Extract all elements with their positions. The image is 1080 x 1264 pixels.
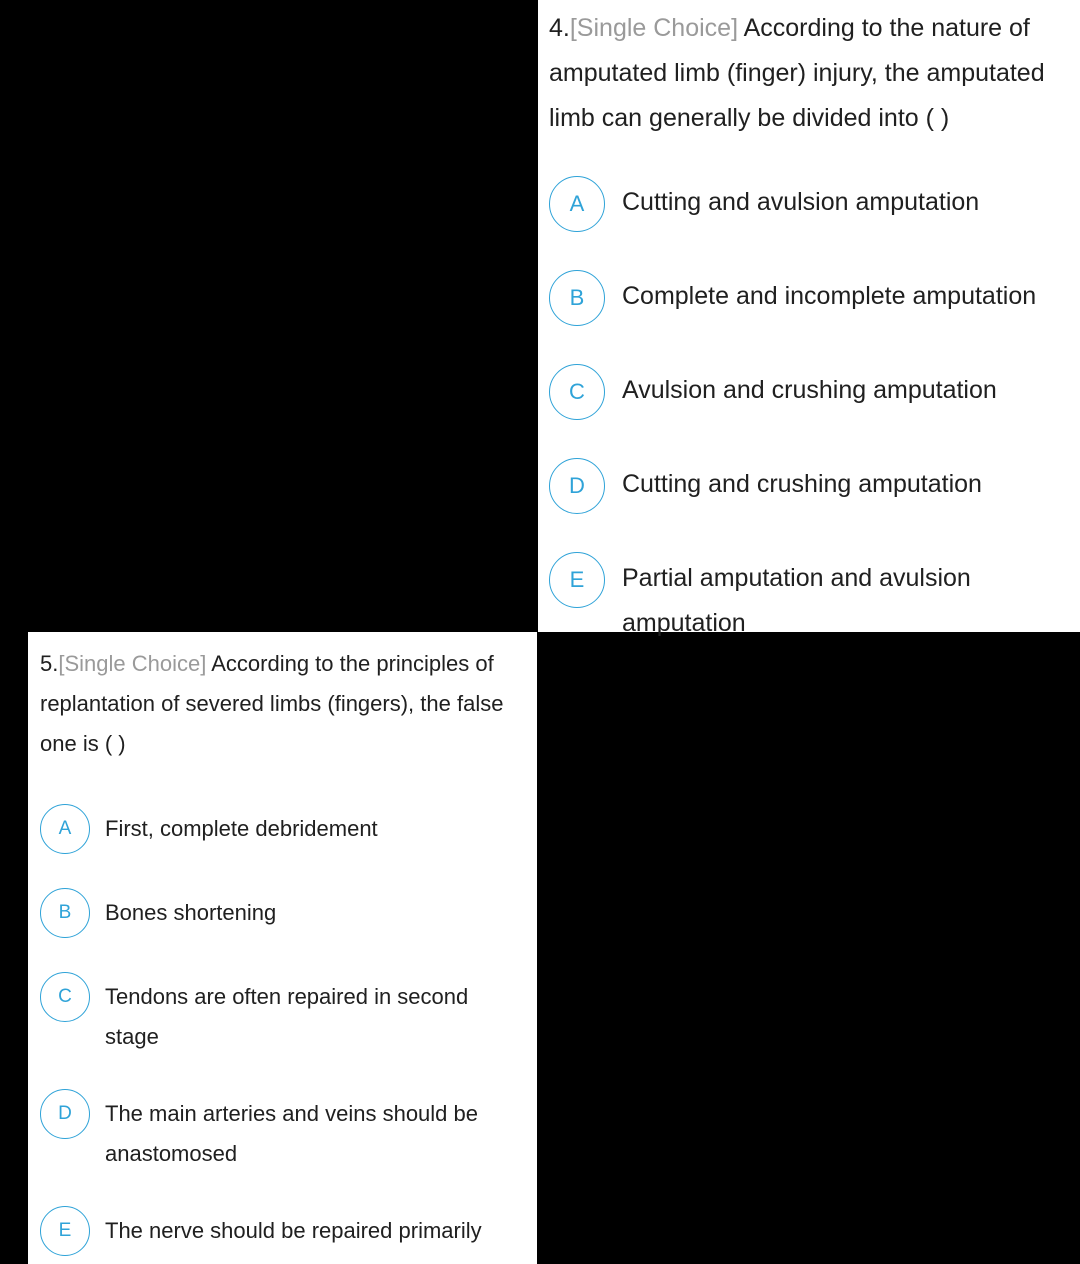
option-label[interactable]: Partial amputation and avulsion amputation <box>622 564 971 637</box>
option-letter-badge[interactable]: A <box>40 804 90 854</box>
option-label[interactable]: Avulsion and crushing amputation <box>622 376 997 404</box>
option-letter-badge[interactable]: E <box>549 552 605 608</box>
option-letter-badge[interactable]: A <box>549 176 605 232</box>
question-4-type-tag: [Single Choice] <box>569 14 739 42</box>
question-card-5 <box>28 632 537 1264</box>
option-label[interactable]: The main arteries and veins should be anastomosed <box>105 1101 478 1166</box>
option-letter-badge[interactable]: D <box>549 458 605 514</box>
question-5-option-d[interactable] <box>40 1094 527 1174</box>
option-letter-badge[interactable]: B <box>549 270 605 326</box>
question-5-text: According to the principles of replantation of severed limbs (fingers), the false one is ( ) <box>40 651 504 756</box>
question-4-option-a[interactable] <box>549 181 1070 232</box>
option-label[interactable]: The nerve should be repaired primarily <box>105 1218 482 1243</box>
option-label[interactable]: First, complete debridement <box>105 816 378 841</box>
question-5-stem <box>40 644 527 764</box>
question-4-option-d[interactable] <box>549 463 1070 514</box>
option-letter-badge[interactable]: C <box>549 364 605 420</box>
option-letter-badge[interactable]: E <box>40 1206 90 1256</box>
question-5-option-a[interactable] <box>40 809 527 854</box>
option-label[interactable]: Tendons are often repaired in second stage <box>105 984 469 1049</box>
question-4-text: According to the nature of amputated limb (finger) injury, the amputated limb can generally be divided into ( ) <box>549 14 1045 132</box>
option-letter-badge[interactable]: B <box>40 888 90 938</box>
option-letter-badge[interactable]: D <box>40 1089 90 1139</box>
question-4-stem <box>549 6 1070 141</box>
question-5-options <box>40 809 527 1256</box>
question-card-4 <box>538 0 1080 637</box>
option-label[interactable]: Complete and incomplete amputation <box>622 282 1037 310</box>
question-4-option-c[interactable] <box>549 369 1070 420</box>
question-4-options <box>549 181 1070 646</box>
question-5-option-e[interactable] <box>40 1211 527 1256</box>
option-letter-badge[interactable]: C <box>40 972 90 1022</box>
question-5-option-b[interactable] <box>40 893 527 938</box>
option-label[interactable]: Cutting and avulsion amputation <box>622 188 980 216</box>
question-4-number: 4. <box>549 14 570 42</box>
question-4-option-e[interactable] <box>549 557 1070 646</box>
question-5-type-tag: [Single Choice] <box>58 651 207 676</box>
question-5-option-c[interactable] <box>40 977 527 1057</box>
question-5-number: 5. <box>40 651 59 676</box>
option-label[interactable]: Bones shortening <box>105 900 277 925</box>
question-4-option-b[interactable] <box>549 275 1070 326</box>
option-label[interactable]: Cutting and crushing amputation <box>622 470 982 498</box>
